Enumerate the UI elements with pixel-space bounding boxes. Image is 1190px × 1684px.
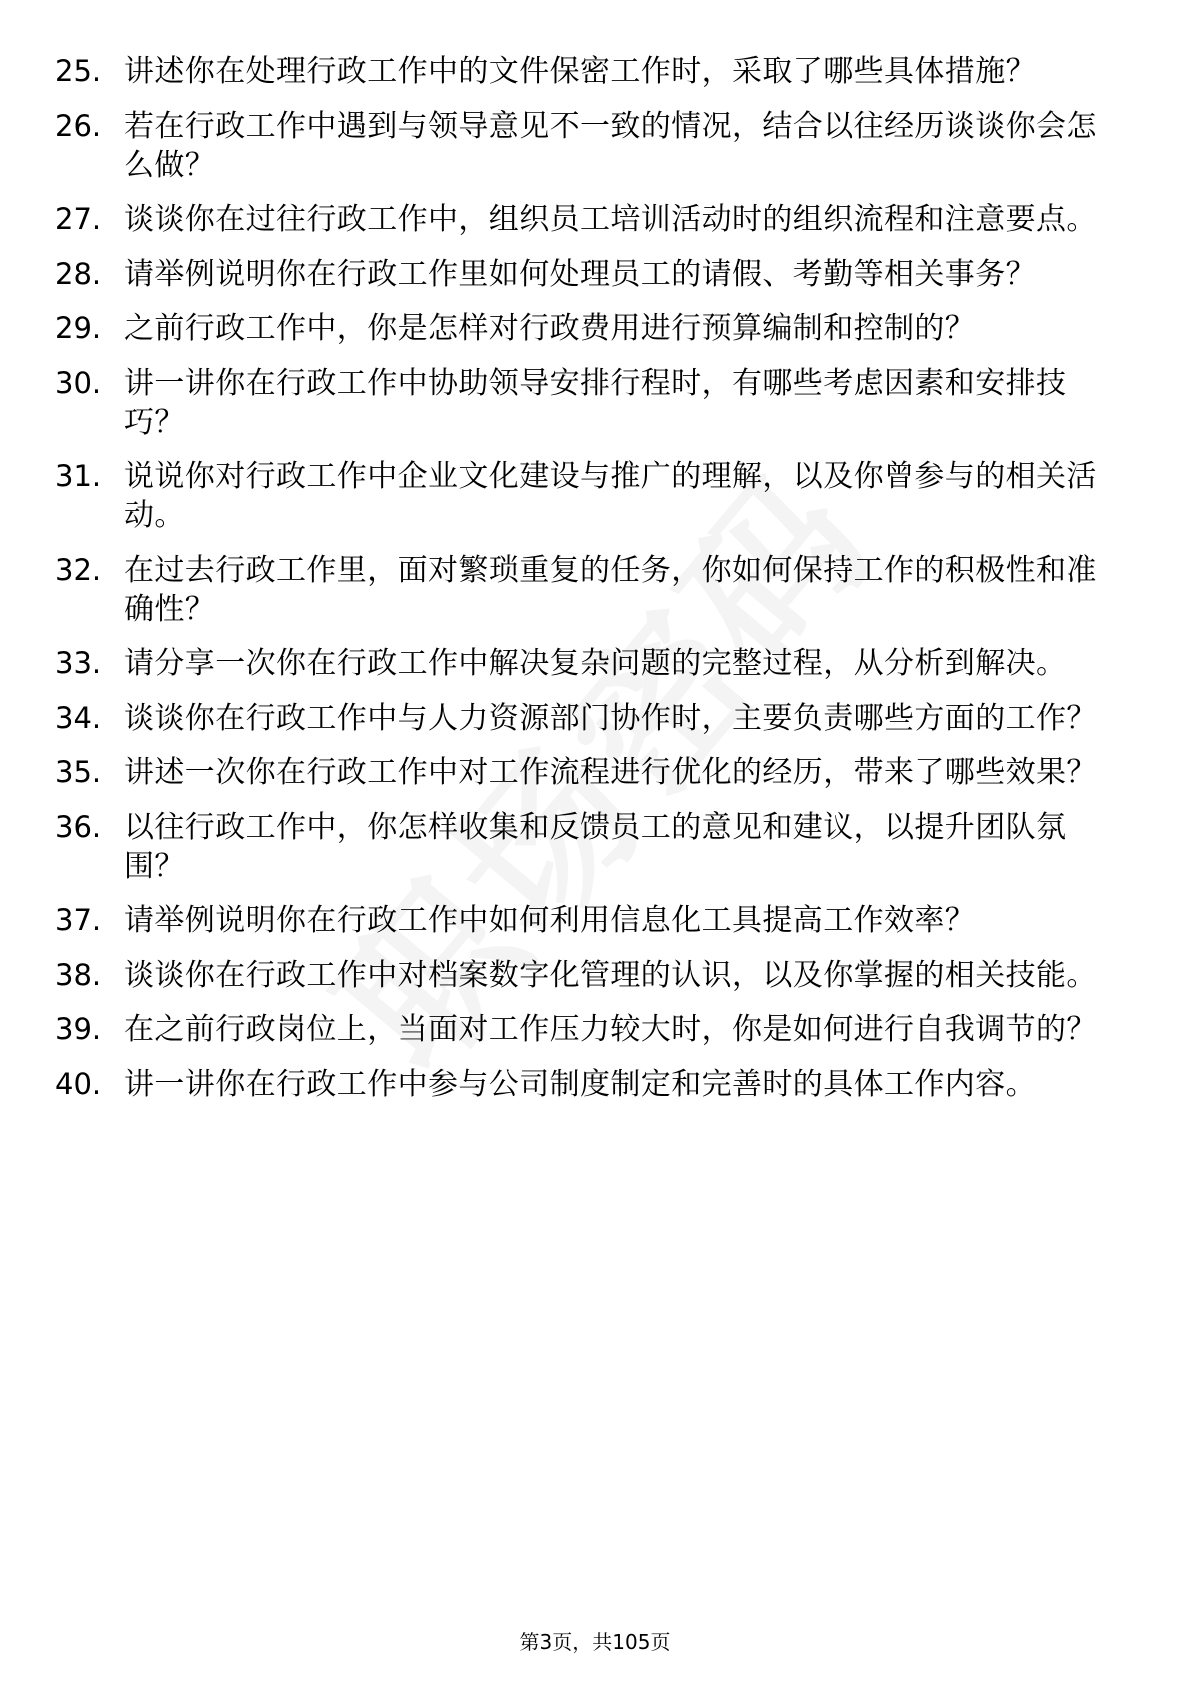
question-text: 讲述一次你在行政工作中对工作流程进行优化的经历，带来了哪些效果？: [124, 755, 1097, 790]
question-item: [55, 699, 1130, 738]
question-text: 讲一讲你在行政工作中协助领导安排行程时，有哪些考虑因素和安排技巧？: [124, 365, 1067, 440]
question-number: 32.: [55, 552, 102, 587]
question-text: 在过去行政工作里，面对繁琐重复的任务，你如何保持工作的积极性和准确性？: [124, 552, 1097, 627]
question-number: 26.: [55, 108, 102, 143]
question-number: 40.: [55, 1066, 102, 1101]
question-number: 38.: [55, 957, 102, 992]
question-item: [55, 956, 1130, 995]
question-number: 30.: [55, 365, 102, 400]
question-item: [55, 364, 1130, 442]
question-number: 29.: [55, 311, 102, 345]
question-text: 谈谈你在行政工作中对档案数字化管理的认识，以及你掌握的相关技能。: [124, 957, 1097, 993]
question-item: [55, 753, 1130, 792]
question-item: [55, 200, 1130, 239]
question-text: 请分享一次你在行政工作中解决复杂问题的完整过程，从分析到解决。: [124, 646, 1067, 681]
question-item: [55, 901, 1130, 940]
question-number: 34.: [55, 700, 102, 735]
question-text: 谈谈你在过往行政工作中，组织员工培训活动时的组织流程和注意要点。: [124, 202, 1097, 237]
question-item: [55, 52, 1130, 91]
question-item: [55, 457, 1130, 535]
question-list: [55, 52, 1130, 1119]
question-number: 39.: [55, 1012, 102, 1046]
question-text: 讲述你在处理行政工作中的文件保密工作时，采取了哪些具体措施？: [124, 54, 1036, 89]
question-text: 若在行政工作中遇到与领导意见不一致的情况，结合以往经历谈谈你会怎么做？: [124, 108, 1097, 183]
question-number: 35.: [55, 755, 102, 789]
question-number: 37.: [55, 903, 102, 937]
question-item: [55, 644, 1130, 683]
question-text: 请举例说明你在行政工作中如何利用信息化工具提高工作效率？: [124, 903, 976, 938]
question-number: 25.: [55, 54, 102, 88]
question-item: [55, 107, 1130, 185]
question-item: [55, 1010, 1130, 1049]
question-text: 之前行政工作中，你是怎样对行政费用进行预算编制和控制的？: [124, 311, 976, 346]
question-item: [55, 1065, 1130, 1104]
question-number: 33.: [55, 646, 102, 680]
question-text: 谈谈你在行政工作中与人力资源部门协作时，主要负责哪些方面的工作？: [124, 700, 1097, 736]
question-text: 讲一讲你在行政工作中参与公司制度制定和完善时的具体工作内容。: [124, 1066, 1036, 1102]
question-number: 27.: [55, 202, 102, 236]
question-number: 36.: [55, 809, 102, 844]
question-item: [55, 309, 1130, 348]
question-text: 在之前行政岗位上，当面对工作压力较大时，你是如何进行自我调节的？: [124, 1012, 1097, 1047]
question-number: 31.: [55, 459, 102, 493]
question-number: 28.: [55, 256, 102, 291]
question-item: [55, 255, 1130, 294]
question-item: [55, 551, 1130, 629]
question-text: 说说你对行政工作中企业文化建设与推广的理解，以及你曾参与的相关活动。: [124, 459, 1097, 533]
question-item: [55, 808, 1130, 886]
page-footer: 第3页，共105页: [519, 1630, 671, 1654]
question-text: 以往行政工作中，你怎样收集和反馈员工的意见和建议，以提升团队氛围？: [124, 809, 1067, 884]
question-text: 请举例说明你在行政工作里如何处理员工的请假、考勤等相关事务？: [124, 256, 1036, 292]
